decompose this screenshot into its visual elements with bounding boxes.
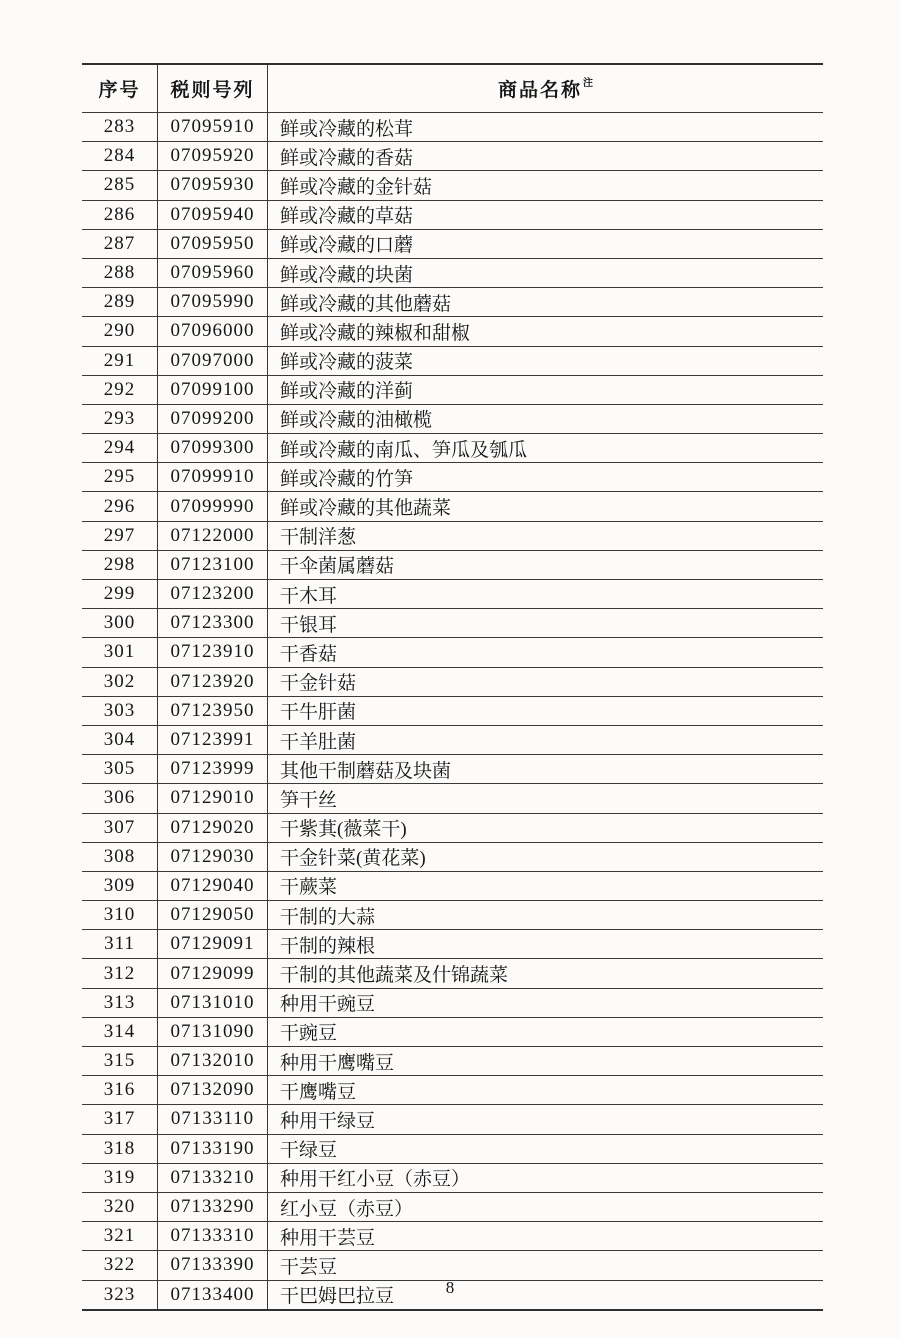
row-name: 鲜或冷藏的块菌 (280, 264, 414, 286)
row-code: 07123999 (158, 755, 268, 783)
column-header-seq: 序号 (82, 65, 158, 112)
table-row (82, 754, 823, 783)
row-seq: 322 (82, 1251, 158, 1279)
row-code: 07123950 (158, 697, 268, 725)
row-name: 笋干丝 (280, 789, 338, 811)
row-seq: 291 (82, 347, 158, 375)
row-name: 鲜或冷藏的其他蔬菜 (280, 498, 452, 520)
row-seq: 290 (82, 317, 158, 345)
row-code: 07095910 (158, 113, 268, 141)
table-row (82, 200, 823, 229)
table-row (82, 491, 823, 520)
row-code: 07129040 (158, 872, 268, 900)
row-code: 07133400 (158, 1281, 268, 1309)
row-name: 其他干制蘑菇及块菌 (280, 760, 452, 782)
row-seq: 310 (82, 901, 158, 929)
row-seq: 302 (82, 668, 158, 696)
table-row (82, 1046, 823, 1075)
row-code: 07123920 (158, 668, 268, 696)
table-row (82, 988, 823, 1017)
row-code: 07099100 (158, 376, 268, 404)
row-name: 干芸豆 (280, 1256, 338, 1278)
row-seq: 298 (82, 551, 158, 579)
row-seq: 287 (82, 230, 158, 258)
table-row (82, 813, 823, 842)
column-header-code: 税则号列 (158, 65, 268, 112)
row-name: 鲜或冷藏的草菇 (280, 206, 414, 228)
table-row (82, 608, 823, 637)
row-code: 07129050 (158, 901, 268, 929)
row-seq: 314 (82, 1018, 158, 1046)
row-code: 07133210 (158, 1164, 268, 1192)
table-row (82, 579, 823, 608)
row-name: 鲜或冷藏的洋蓟 (280, 381, 414, 403)
row-code: 07133310 (158, 1222, 268, 1250)
row-seq: 308 (82, 843, 158, 871)
row-seq: 305 (82, 755, 158, 783)
row-name: 鲜或冷藏的松茸 (280, 118, 414, 140)
row-seq: 317 (82, 1105, 158, 1133)
table-row (82, 842, 823, 871)
row-code: 07097000 (158, 347, 268, 375)
row-seq: 286 (82, 201, 158, 229)
row-code: 07133190 (158, 1135, 268, 1163)
row-code: 07095950 (158, 230, 268, 258)
table-row (82, 521, 823, 550)
table-row (82, 637, 823, 666)
row-name: 干鹰嘴豆 (280, 1081, 357, 1103)
table-row (82, 1104, 823, 1133)
row-code: 07099990 (158, 492, 268, 520)
table-row (82, 1250, 823, 1279)
row-name: 干香菇 (280, 643, 338, 665)
row-seq: 312 (82, 959, 158, 987)
row-code: 07133110 (158, 1105, 268, 1133)
row-seq: 319 (82, 1164, 158, 1192)
row-code: 07123991 (158, 726, 268, 754)
table-row (82, 141, 823, 170)
table-row (82, 1221, 823, 1250)
table-row (82, 783, 823, 812)
table-row (82, 725, 823, 754)
table-row (82, 1075, 823, 1104)
table-row (82, 404, 823, 433)
row-name: 干羊肚菌 (280, 731, 357, 753)
row-seq: 285 (82, 171, 158, 199)
row-seq: 307 (82, 814, 158, 842)
row-name: 鲜或冷藏的辣椒和甜椒 (280, 322, 471, 344)
column-header-name (268, 65, 823, 112)
row-name: 干牛肝菌 (280, 702, 357, 724)
row-seq: 321 (82, 1222, 158, 1250)
table-header-row (82, 65, 823, 112)
row-name: 干紫萁(薇菜干) (280, 819, 407, 841)
row-seq: 301 (82, 638, 158, 666)
row-code: 07123910 (158, 638, 268, 666)
row-seq: 300 (82, 609, 158, 637)
row-name: 干制的其他蔬菜及什锦蔬菜 (280, 965, 509, 987)
row-code: 07132010 (158, 1047, 268, 1075)
row-name: 鲜或冷藏的香菇 (280, 147, 414, 169)
row-code: 07129010 (158, 784, 268, 812)
row-seq: 316 (82, 1076, 158, 1104)
row-name: 鲜或冷藏的口蘑 (280, 235, 414, 257)
row-code: 07131090 (158, 1018, 268, 1046)
row-code: 07095940 (158, 201, 268, 229)
row-seq: 313 (82, 989, 158, 1017)
row-name: 种用干豌豆 (280, 994, 376, 1016)
row-code: 07129099 (158, 959, 268, 987)
row-seq: 289 (82, 288, 158, 316)
row-name: 干制洋葱 (280, 527, 357, 549)
row-name: 鲜或冷藏的菠菜 (280, 352, 414, 374)
row-seq: 297 (82, 522, 158, 550)
row-seq: 323 (82, 1281, 158, 1309)
row-seq: 292 (82, 376, 158, 404)
row-name: 干蕨菜 (280, 877, 338, 899)
row-name: 种用干芸豆 (280, 1227, 376, 1249)
row-name: 鲜或冷藏的南瓜、笋瓜及瓠瓜 (280, 439, 528, 461)
table-row (82, 667, 823, 696)
table-row (82, 696, 823, 725)
row-seq: 295 (82, 463, 158, 491)
row-name: 干金针菇 (280, 673, 357, 695)
row-code: 07095990 (158, 288, 268, 316)
row-seq: 293 (82, 405, 158, 433)
row-name: 鲜或冷藏的竹笋 (280, 468, 414, 490)
row-code: 07123100 (158, 551, 268, 579)
row-name: 干金针菜(黄花菜) (280, 848, 426, 870)
row-code: 07129091 (158, 930, 268, 958)
row-code: 07122000 (158, 522, 268, 550)
row-name: 鲜或冷藏的金针菇 (280, 176, 433, 198)
row-name: 干巴姆巴拉豆 (280, 1286, 395, 1308)
row-seq: 303 (82, 697, 158, 725)
table-row (82, 433, 823, 462)
row-name: 鲜或冷藏的其他蘑菇 (280, 293, 452, 315)
row-code: 07099300 (158, 434, 268, 462)
table-row (82, 1163, 823, 1192)
table-row (82, 871, 823, 900)
table-row (82, 1134, 823, 1163)
row-seq: 318 (82, 1135, 158, 1163)
row-seq: 315 (82, 1047, 158, 1075)
table-row (82, 929, 823, 958)
row-seq: 320 (82, 1193, 158, 1221)
row-name: 干银耳 (280, 614, 338, 636)
row-name: 干木耳 (280, 585, 338, 607)
table-row (82, 375, 823, 404)
row-seq: 304 (82, 726, 158, 754)
row-code: 07131010 (158, 989, 268, 1017)
table-row (82, 1017, 823, 1046)
table-row (82, 316, 823, 345)
table-row (82, 287, 823, 316)
row-seq: 294 (82, 434, 158, 462)
row-seq: 309 (82, 872, 158, 900)
table-row (82, 112, 823, 141)
row-seq: 284 (82, 142, 158, 170)
row-seq: 299 (82, 580, 158, 608)
table-row (82, 900, 823, 929)
table-row (82, 550, 823, 579)
row-name: 种用干红小豆（赤豆） (280, 1169, 471, 1191)
row-code: 07096000 (158, 317, 268, 345)
row-name: 鲜或冷藏的油橄榄 (280, 410, 433, 432)
table-body (82, 112, 823, 1309)
row-name: 种用干鹰嘴豆 (280, 1052, 395, 1074)
row-name: 干伞菌属蘑菇 (280, 556, 395, 578)
table-row (82, 170, 823, 199)
row-code: 07123300 (158, 609, 268, 637)
page-number: 8 (445, 1278, 455, 1297)
row-name: 干绿豆 (280, 1140, 338, 1162)
table-row (82, 258, 823, 287)
table-row (82, 346, 823, 375)
row-seq: 288 (82, 259, 158, 287)
row-code: 07123200 (158, 580, 268, 608)
row-code: 07129030 (158, 843, 268, 871)
row-seq: 296 (82, 492, 158, 520)
row-name: 干豌豆 (280, 1023, 338, 1045)
table-row (82, 1192, 823, 1221)
row-code: 07133290 (158, 1193, 268, 1221)
row-code: 07132090 (158, 1076, 268, 1104)
row-name: 种用干绿豆 (280, 1110, 376, 1132)
tariff-table (82, 63, 823, 1311)
table-row (82, 462, 823, 491)
row-code: 07095930 (158, 171, 268, 199)
row-seq: 311 (82, 930, 158, 958)
row-name: 干制的大蒜 (280, 906, 376, 928)
row-name: 红小豆（赤豆） (280, 1198, 414, 1220)
row-seq: 283 (82, 113, 158, 141)
row-code: 07099910 (158, 463, 268, 491)
table-row (82, 229, 823, 258)
row-seq: 306 (82, 784, 158, 812)
header-note-superscript: 注 (583, 78, 593, 89)
row-code: 07095960 (158, 259, 268, 287)
row-code: 07129020 (158, 814, 268, 842)
table-row (82, 958, 823, 987)
row-code: 07133390 (158, 1251, 268, 1279)
column-header-name-text: 商品名称 (497, 80, 582, 101)
row-name: 干制的辣根 (280, 935, 376, 957)
row-code: 07099200 (158, 405, 268, 433)
row-code: 07095920 (158, 142, 268, 170)
